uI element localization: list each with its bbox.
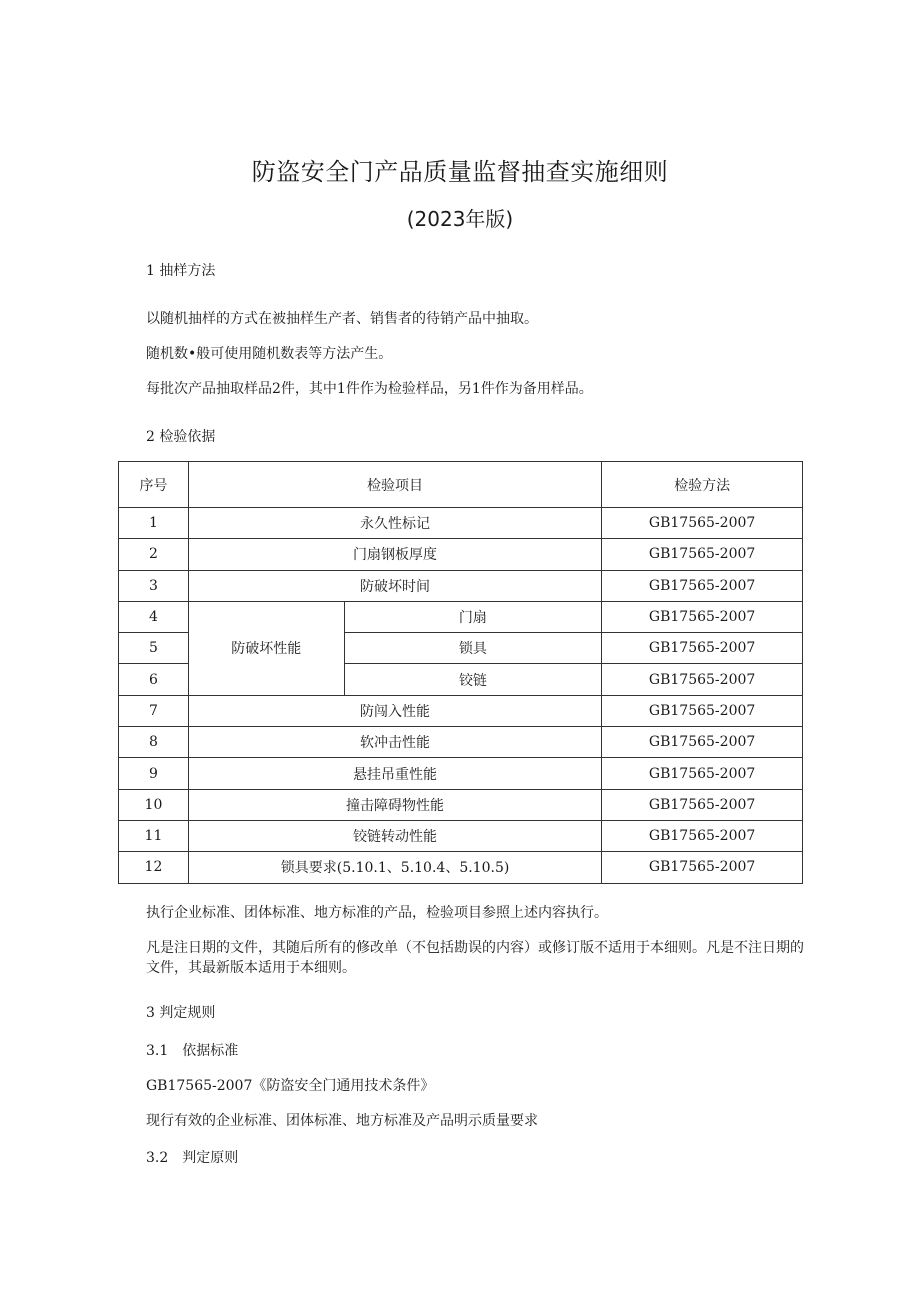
inspection-method: GB17565-2007 — [602, 508, 803, 539]
table-note: 执行企业标准、团体标准、地方标准的产品，检验项目参照上述内容执行。 — [146, 905, 608, 921]
row-number: 2 — [119, 539, 189, 570]
inspection-method: GB17565-2007 — [602, 664, 803, 695]
table-row — [119, 727, 803, 758]
table-row — [119, 695, 803, 726]
row-number: 9 — [119, 758, 189, 789]
inspection-table — [118, 461, 803, 884]
subsection-3-2-heading: 3.2 判定原则 — [146, 1150, 239, 1166]
inspection-item: 铰链 — [344, 664, 602, 695]
inspection-group: 防破坏性能 — [188, 601, 344, 695]
row-number: 5 — [119, 633, 189, 664]
section-1-paragraph: 每批次产品抽取样品2件，其中1件作为检验样品，另1件作为备用样品。 — [146, 381, 593, 397]
table-header-cell: 序号 — [119, 462, 189, 508]
table-row — [119, 508, 803, 539]
row-number: 3 — [119, 570, 189, 601]
inspection-item: 防闯入性能 — [188, 695, 601, 726]
table-row — [119, 539, 803, 570]
table-row — [119, 570, 803, 601]
subsection-3-1-heading: 3.1 依据标准 — [146, 1043, 239, 1059]
table-note: 凡是注日期的文件，其随后所有的修改单（不包括勘误的内容）或修订版不适用于本细则。凡是不注日期的文件，其最新版本适用于本细则。 — [146, 940, 804, 976]
row-number: 6 — [119, 664, 189, 695]
inspection-item: 门扇 — [344, 601, 602, 632]
inspection-method: GB17565-2007 — [602, 820, 803, 851]
table-row — [119, 601, 803, 632]
row-number: 7 — [119, 695, 189, 726]
inspection-method: GB17565-2007 — [602, 727, 803, 758]
table-header-row — [119, 462, 803, 508]
section-1-paragraph: 以随机抽样的方式在被抽样生产者、销售者的待销产品中抽取。 — [146, 311, 538, 327]
inspection-item: 锁具 — [344, 633, 602, 664]
inspection-item: 悬挂吊重性能 — [188, 758, 601, 789]
section-2-heading: 2 检验依据 — [146, 429, 216, 445]
inspection-method: GB17565-2007 — [602, 570, 803, 601]
inspection-item: 铰链转动性能 — [188, 820, 601, 851]
inspection-item: 门扇钢板厚度 — [188, 539, 601, 570]
row-number: 1 — [119, 508, 189, 539]
inspection-method: GB17565-2007 — [602, 633, 803, 664]
inspection-item: 锁具要求(5.10.1、5.10.4、5.10.5) — [188, 852, 601, 883]
standard-reference: 现行有效的企业标准、团体标准、地方标准及产品明示质量要求 — [146, 1113, 538, 1129]
table-header-cell: 检验方法 — [602, 462, 803, 508]
standard-reference: GB17565-2007《防盗安全门通用技术条件》 — [146, 1078, 435, 1094]
row-number: 4 — [119, 601, 189, 632]
table-header-cell: 检验项目 — [188, 462, 601, 508]
inspection-method: GB17565-2007 — [602, 758, 803, 789]
section-1-heading: 1 抽样方法 — [146, 263, 216, 279]
table-row — [119, 852, 803, 883]
row-number: 11 — [119, 820, 189, 851]
inspection-method: GB17565-2007 — [602, 601, 803, 632]
inspection-item: 软冲击性能 — [188, 727, 601, 758]
document-title: 防盗安全门产品质量监督抽查实施细则 — [251, 158, 669, 186]
inspection-method: GB17565-2007 — [602, 852, 803, 883]
document-subtitle: (2023年版) — [406, 207, 514, 231]
inspection-method: GB17565-2007 — [602, 789, 803, 820]
section-1-paragraph: 随机数•般可使用随机数表等方法产生。 — [146, 346, 393, 362]
inspection-item: 永久性标记 — [188, 508, 601, 539]
inspection-method: GB17565-2007 — [602, 539, 803, 570]
inspection-method: GB17565-2007 — [602, 695, 803, 726]
row-number: 8 — [119, 727, 189, 758]
section-3-heading: 3 判定规则 — [146, 1005, 216, 1021]
row-number: 10 — [119, 789, 189, 820]
inspection-item: 撞击障碍物性能 — [188, 789, 601, 820]
table-row — [119, 820, 803, 851]
table-row — [119, 789, 803, 820]
table-row — [119, 758, 803, 789]
row-number: 12 — [119, 852, 189, 883]
inspection-item: 防破坏时间 — [188, 570, 601, 601]
